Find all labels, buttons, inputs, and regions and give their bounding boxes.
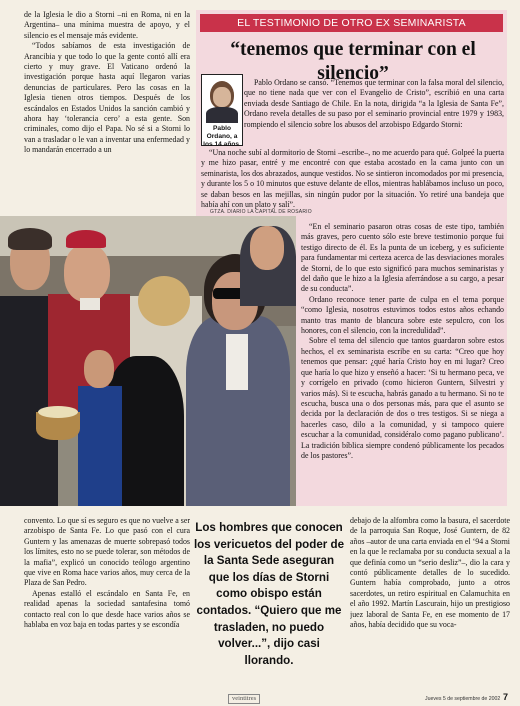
magazine-brand: veintitres [228, 694, 260, 704]
photo-white-blouse [226, 334, 248, 390]
portrait-caption: Pablo Ordano, a los 14 años. [203, 125, 241, 148]
sidebar-paragraph: Sobre el tema del silencio que tantos guardaron sobre estos hechos, el ex seminarista escribe en su carta: “Creo que hoy tenemos que pensar: ¿qué haría Cristo hoy en mi lugar? Creo que haría lo que hizo y enseñó a hacer: ‘Si tu hermano peca, ve y corrígelo en privado (como hicieron Guntern, Silvestri y varios más). Si te escucha, habrás ganado a tu hermano. Si no te escucha, busca una o dos personas más, para que el asunto se decida por la declaración de dos o tres testigos. Si se niega a hacerles caso, dilo a la comunidad, y si tampoco quiere escuchar a la comunidad, considéralo como pagano publicano’. La tradición bíblica siempre condenó públicamente los pecados de los pastores”. [301, 336, 504, 460]
issue-date: Jueves 5 de septiembre de 2002 [425, 696, 501, 702]
sidebar-body [301, 222, 504, 504]
sidebar-paragraph: Ordano reconoce tener parte de culpa en el tema porque “como Iglesia, nosotros estuvimos todos estos años echando manto tras manto de blancura sobre este sepulcro, con los honores, con el silencio, con la incredulidad”. [301, 294, 504, 336]
section-label: EL TESTIMONIO DE OTRO EX SEMINARISTA [200, 14, 503, 32]
article-paragraph: debajo de la alfombra como la basura, el sacerdote de la parroquia San Roque, José Guntern, de 82 años –autor de una carta enviada en el ‘94 a Storni en la que le reclamaba por su conducta sexual a la que definía como un “serio desliz”–, dio la cara y contó públicamente detalles de lo sucedido. Guntern había comprobado, junto a otros sacerdotes, un retiro espiritual en Calamuchita en el año 1992. Martín Lascurain, hijo un prestigioso juez laboral de Santa Fe, en ese momento de 17 años, había decidido que su voca- [350, 516, 510, 630]
photo-figure-child [78, 386, 122, 506]
portrait-body [206, 107, 238, 123]
page-number: 7 [503, 692, 509, 702]
portrait-face [213, 87, 231, 107]
photo-credit: GTZA. DIARIO LA CAPITAL DE ROSARIO [210, 209, 312, 215]
main-photo [0, 216, 296, 506]
photo-face [250, 226, 284, 270]
article-paragraph: de la Iglesia le dio a Storni –ni en Roma, ni en la Argentina– una mínima muestra de apoyo, y el silencio es el mensaje más evidente. [24, 10, 190, 40]
photo-bread [38, 406, 78, 418]
photo-face [64, 244, 110, 302]
sidebar-paragraph: Pablo Ordano se cansó. “Tenemos que terminar con la falsa moral del silencio, que no tiene nada que ver con el Evangelio de Cristo”, escribió en una carta enviada desde Santiago de Chile. En la nota, dirigida “a la Iglesia de Santa Fe”, Ordano revela detalles de su paso por el seminario provincial entre 1979 y 1983, rompiendo el silencio sobre los abusos del arzobispo Edgardo Storni: [244, 78, 504, 129]
photo-hair [138, 276, 190, 326]
photo-face [84, 350, 114, 388]
sidebar-headline: “tenemos que terminar con el silencio” [230, 39, 476, 84]
sidebar-paragraph: “Una noche subí al dormitorio de Storni –escribe–, no me acuerdo para qué. Golpeé la puerta y me hizo pasar, entré y me encontré con que estaba acostado en la cama junto con un seminarista, los dos abrazados, aunque vestidos. No se sintieron incomodados por mi presencia, y durante los 5 o 10 minutos que estuve delante de ellos, mientras hablábamos incluso un poco, se daban besos en las mejillas, sin ningún pudor por la situación. Yo retiré una bandeja que había ahí con un plato y salí”. [201, 148, 504, 210]
article-paragraph: “Todos sabíamos de esta investigación de Arancibia y que todo lo que la gente contó allí era cierto y muy grave. El Vaticano ordenó la investigación porque hasta aquí llegaron varias denuncias de particulares. Pero las cosas en la Iglesia tienen otros tiempos. Después de los escándalos en Estados Unidos la sanción cambió y ahora hay ‘tolerancia cero’ a esta gente. Son criminales, como dijo el Papa. No sé si a Storni lo van a trasladar o le van a inventar una enfermedad y lo mandarán encerrado a un [24, 41, 190, 155]
article-column-bottom-left [24, 516, 190, 702]
photo-skullcap [66, 230, 106, 248]
article-paragraph: convento. Lo que sí es seguro es que no vuelve a ser arzobispo de Santa Fe. Lo que pasó con el cura Guntern y las amenazas de muerte sobrepasó todos los límites, esto no se puede tolerar, son métodos de la mafia”, explicó un conocido teólogo argentino que vive en Roma hace varios años, muy cerca de la Plaza de San Pedro. [24, 516, 190, 588]
photo-white-collar [80, 298, 100, 310]
sidebar-intro [244, 78, 504, 150]
article-column-bottom-right [350, 516, 510, 694]
photo-hair [8, 228, 52, 250]
portrait-photo [201, 74, 243, 146]
pull-quote: Los hombres que conocen los vericuetos del poder de la Santa Sede aseguran que los días de Storni como obispo están contados. “Quiero que me trasladen, no puedo volver...”, dijo casi llorando. [193, 521, 345, 667]
sidebar-paragraph: “En el seminario pasaron otras cosas de este tipo, también más graves, pero cuento sólo este breve testimonio porque fui testigo directo de él. Es la punta de un iceberg, y es suficiente para fundamentar mi certeza acerca de las desviaciones morales de Storni, de lo que esto significó para muchos seminaristas y del daño que le hizo a la Iglesia aferrándose a su cargo, a pesar de su conducta”. [301, 222, 504, 294]
article-paragraph: Apenas estalló el escándalo en Santa Fe, en realidad apenas la sociedad santafesina tomó contacto real con lo que desde hace varios años se hablaba en voz baja en todas partes y se escondía [24, 588, 190, 630]
article-column-top-left [24, 10, 190, 206]
sidebar-quote-night [201, 148, 504, 210]
